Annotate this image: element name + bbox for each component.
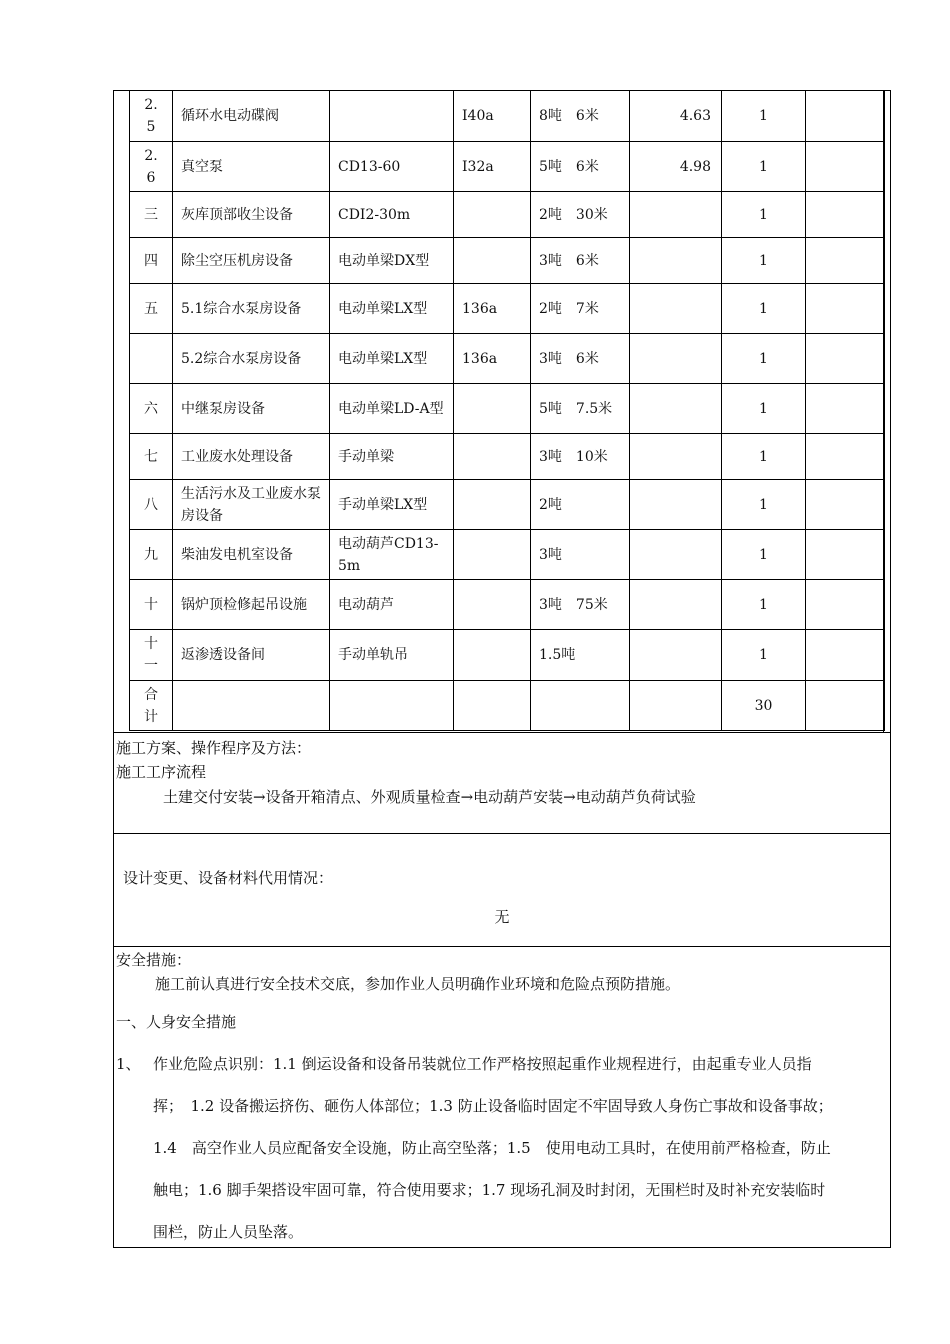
cell-spec: 5吨 7.5米 — [531, 384, 630, 434]
cell-name: 灰库顶部收尘设备 — [173, 192, 330, 238]
cell-name: 真空泵 — [173, 142, 330, 192]
cell-name: 除尘空压机房设备 — [173, 238, 330, 284]
cell-beam: Ⅰ40a — [454, 91, 531, 142]
cell-no: 八 — [130, 480, 173, 530]
safety-line: 围栏，防止人员坠落。 — [153, 1223, 304, 1241]
cell-model: 电动单梁LX型 — [330, 284, 454, 334]
cell-name: 5.1综合水泵房设备 — [173, 284, 330, 334]
cell-note — [806, 681, 885, 731]
table-row — [130, 434, 885, 480]
change-section — [113, 833, 891, 946]
cell-model — [330, 681, 454, 731]
cell-name: 柴油发电机室设备 — [173, 530, 330, 580]
safety-section-title: 一、人身安全措施 — [116, 1013, 237, 1031]
safety-item-number: 1、 — [116, 1055, 141, 1073]
cell-weight — [630, 681, 722, 731]
table-row — [130, 238, 885, 284]
cell-note — [806, 192, 885, 238]
cell-spec: 3吨 6米 — [531, 334, 630, 384]
cell-beam — [454, 192, 531, 238]
table-row — [130, 580, 885, 630]
change-value: 无 — [494, 908, 510, 926]
safety-line: 作业危险点识别：1.1 倒运设备和设备吊装就位工作严格按照起重作业规程进行，由起重专业人员指 — [153, 1055, 812, 1073]
method-flow: 土建交付安装→设备开箱清点、外观质量检查→电动葫芦安装→电动葫芦负荷试验 — [163, 788, 696, 806]
cell-qty: 30 — [722, 681, 806, 731]
safety-line: 挥； 1.2 设备搬运挤伤、砸伤人体部位；1.3 防止设备临时固定不牢固导致人身伤亡事故和设备事故； — [153, 1097, 833, 1115]
cell-no: 十 — [130, 580, 173, 630]
table-row — [130, 334, 885, 384]
cell-name: 生活污水及工业废水泵房设备 — [173, 480, 330, 530]
safety-section — [113, 946, 891, 1248]
cell-qty: 1 — [722, 91, 806, 142]
table-row — [130, 480, 885, 530]
cell-model: 电动单梁LX型 — [330, 334, 454, 384]
change-heading: 设计变更、设备材料代用情况： — [123, 869, 334, 887]
cell-beam — [454, 681, 531, 731]
cell-model: 电动单梁DX型 — [330, 238, 454, 284]
table-row — [130, 630, 885, 681]
cell-spec: 3吨 10米 — [531, 434, 630, 480]
cell-note — [806, 480, 885, 530]
cell-beam — [454, 580, 531, 630]
cell-model: 手动单轨吊 — [330, 630, 454, 681]
cell-weight — [630, 630, 722, 681]
cell-note — [806, 334, 885, 384]
cell-qty: 1 — [722, 142, 806, 192]
cell-name: 返渗透设备间 — [173, 630, 330, 681]
cell-no: 四 — [130, 238, 173, 284]
cell-name: 5.2综合水泵房设备 — [173, 334, 330, 384]
cell-spec: 2吨 — [531, 480, 630, 530]
cell-model: 电动葫芦 — [330, 580, 454, 630]
cell-weight — [630, 284, 722, 334]
cell-qty: 1 — [722, 434, 806, 480]
table-row — [130, 192, 885, 238]
cell-weight — [630, 580, 722, 630]
cell-weight — [630, 334, 722, 384]
cell-weight — [630, 530, 722, 580]
cell-name: 工业废水处理设备 — [173, 434, 330, 480]
cell-beam — [454, 530, 531, 580]
cell-weight — [630, 192, 722, 238]
cell-name: 中继泵房设备 — [173, 384, 330, 434]
cell-spec: 3吨 — [531, 530, 630, 580]
cell-no: 合 计 — [130, 681, 173, 731]
method-subheading: 施工工序流程 — [116, 763, 207, 781]
table-row — [130, 142, 885, 192]
cell-model: 电动单梁LD-A型 — [330, 384, 454, 434]
cell-beam — [454, 434, 531, 480]
cell-note — [806, 580, 885, 630]
cell-no: 五 — [130, 284, 173, 334]
cell-qty: 1 — [722, 530, 806, 580]
table-row — [130, 384, 885, 434]
safety-intro: 施工前认真进行安全技术交底，参加作业人员明确作业环境和危险点预防措施。 — [155, 975, 681, 993]
cell-note — [806, 434, 885, 480]
cell-note — [806, 91, 885, 142]
cell-weight — [630, 480, 722, 530]
cell-no: 三 — [130, 192, 173, 238]
cell-name: 循环水电动碟阀 — [173, 91, 330, 142]
cell-qty: 1 — [722, 480, 806, 530]
cell-model: 手动单梁 — [330, 434, 454, 480]
cell-qty: 1 — [722, 284, 806, 334]
cell-no: 九 — [130, 530, 173, 580]
table-row — [130, 91, 885, 142]
cell-name — [173, 681, 330, 731]
cell-spec — [531, 681, 630, 731]
cell-note — [806, 530, 885, 580]
cell-model: 手动单梁LX型 — [330, 480, 454, 530]
cell-qty: 1 — [722, 630, 806, 681]
table-row — [130, 530, 885, 580]
cell-weight — [630, 434, 722, 480]
table-row — [130, 284, 885, 334]
cell-weight — [630, 384, 722, 434]
cell-beam — [454, 238, 531, 284]
method-heading: 施工方案、操作程序及方法： — [116, 739, 312, 757]
cell-spec: 8吨 6米 — [531, 91, 630, 142]
cell-weight: 4.63 — [630, 91, 722, 142]
safety-heading: 安全措施： — [116, 951, 192, 969]
cell-note — [806, 630, 885, 681]
cell-beam — [454, 480, 531, 530]
cell-spec: 2吨 7米 — [531, 284, 630, 334]
cell-qty: 1 — [722, 334, 806, 384]
cell-qty: 1 — [722, 384, 806, 434]
cell-beam — [454, 630, 531, 681]
cell-model: 电动葫芦CD13-5m — [330, 530, 454, 580]
cell-note — [806, 384, 885, 434]
cell-qty: 1 — [722, 580, 806, 630]
cell-beam: Ⅰ32a — [454, 142, 531, 192]
safety-line: 触电；1.6 脚手架搭设牢固可靠，符合使用要求；1.7 现场孔洞及时封闭，无围栏时及时补充安装临时 — [153, 1181, 826, 1199]
cell-no: 2. 6 — [130, 142, 173, 192]
cell-qty: 1 — [722, 238, 806, 284]
cell-spec: 3吨 6米 — [531, 238, 630, 284]
table-right-rule — [883, 90, 884, 733]
cell-beam — [454, 384, 531, 434]
table-row — [130, 681, 885, 731]
cell-note — [806, 142, 885, 192]
cell-model — [330, 91, 454, 142]
cell-no — [130, 334, 173, 384]
cell-no: 六 — [130, 384, 173, 434]
cell-spec: 5吨 6米 — [531, 142, 630, 192]
cell-spec: 1.5吨 — [531, 630, 630, 681]
cell-model: CD13-60 — [330, 142, 454, 192]
cell-spec: 3吨 75米 — [531, 580, 630, 630]
cell-beam: 136a — [454, 284, 531, 334]
cell-note — [806, 284, 885, 334]
cell-spec: 2吨 30米 — [531, 192, 630, 238]
cell-no: 十 一 — [130, 630, 173, 681]
cell-no: 七 — [130, 434, 173, 480]
cell-model: CDI2-30m — [330, 192, 454, 238]
method-section — [113, 732, 891, 833]
cell-qty: 1 — [722, 192, 806, 238]
cell-no: 2. 5 — [130, 91, 173, 142]
safety-line: 1.4 高空作业人员应配备安全设施，防止高空坠落；1.5 使用电动工具时，在使用前严格检查，防止 — [153, 1139, 831, 1157]
cell-name: 锅炉顶检修起吊设施 — [173, 580, 330, 630]
cell-weight: 4.98 — [630, 142, 722, 192]
cell-weight — [630, 238, 722, 284]
cell-note — [806, 238, 885, 284]
equipment-table — [129, 90, 885, 731]
cell-beam: 136a — [454, 334, 531, 384]
